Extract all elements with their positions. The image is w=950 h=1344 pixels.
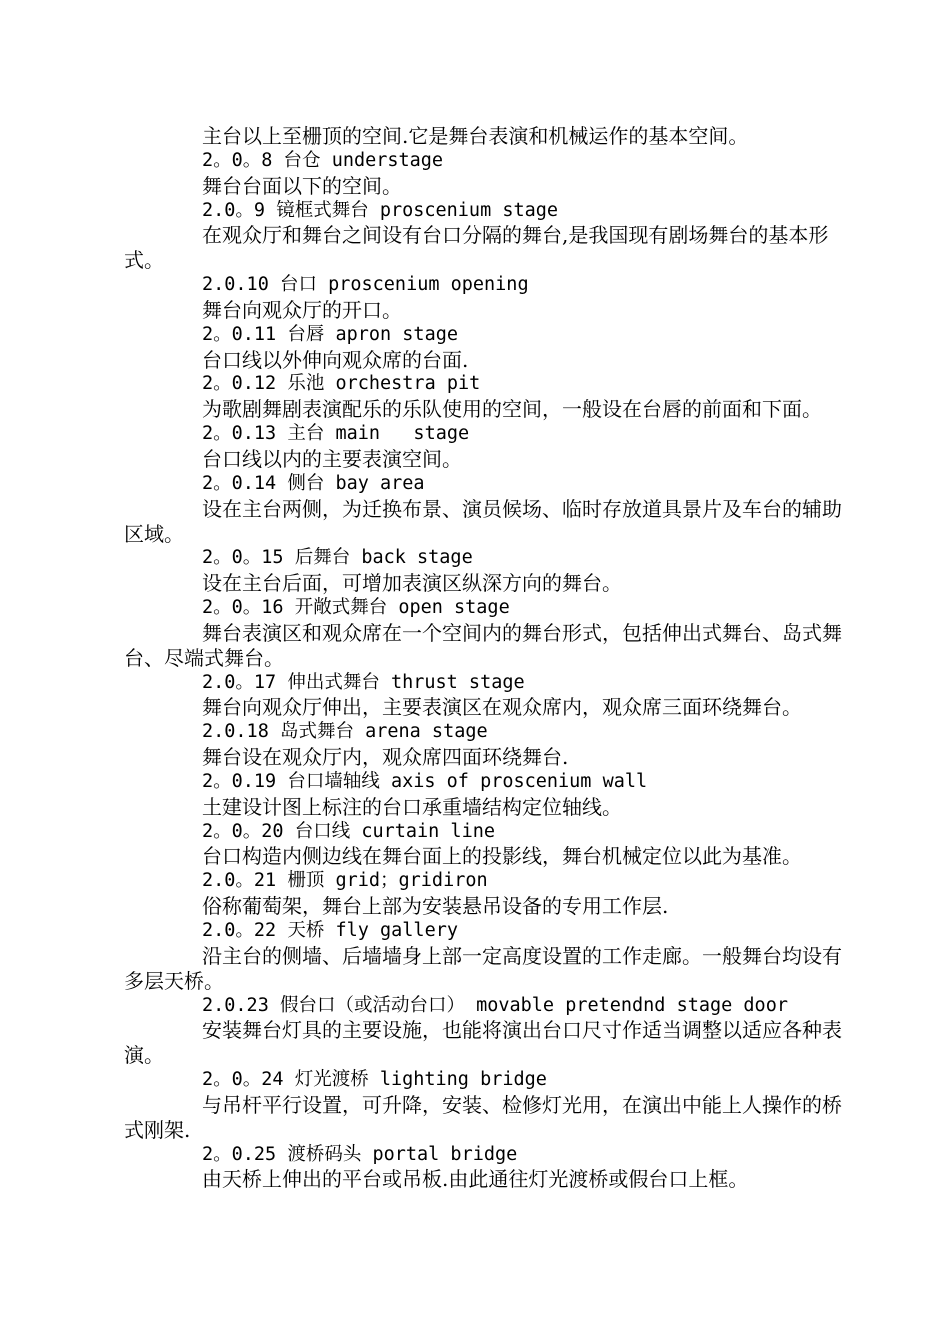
term-definition: 舞台设在观众厅内，观众席四面环绕舞台. bbox=[202, 745, 569, 770]
term-heading: 2。0。15 后舞台 back stage bbox=[202, 547, 473, 569]
term-definition: 台口构造内侧边线在舞台面上的投影线，舞台机械定位以此为基准。 bbox=[202, 844, 802, 869]
term-heading: 2。0。20 台口线 curtain line bbox=[202, 820, 495, 842]
term-heading: 2.0.10 台口 proscenium opening bbox=[202, 274, 529, 296]
term-heading: 2。0。8 台仓 understage bbox=[202, 149, 444, 171]
term-heading: 2。0.12 乐池 orchestra pit bbox=[202, 373, 481, 395]
term-definition: 台口线以内的主要表演空间。 bbox=[202, 446, 462, 471]
term-heading: 2。0.13 主台 main stage bbox=[202, 423, 470, 445]
term-heading: 2.0.23 假台口（或活动台口） movable pretendnd stage door bbox=[202, 994, 788, 1016]
term-definition: 俗称葡萄架，舞台上部为安装悬吊设备的专用工作层. bbox=[202, 894, 669, 919]
term-definition: 舞台向观众厅的开口。 bbox=[202, 297, 402, 322]
term-heading: 2.0。17 伸出式舞台 thrust stage bbox=[202, 671, 525, 693]
term-heading: 2。0.19 台口墙轴线 axis of proscenium wall bbox=[202, 770, 648, 792]
term-definition: 安装舞台灯具的主要设施，也能将演出台口尺寸作适当调整以适应各种表演。 bbox=[124, 1018, 842, 1068]
term-heading: 2。0。24 灯光渡桥 lighting bridge bbox=[202, 1069, 547, 1091]
term-heading: 2.0.18 岛式舞台 arena stage bbox=[202, 721, 488, 743]
term-definition: 由天桥上伸出的平台或吊板.由此通往灯光渡桥或假台口上框。 bbox=[202, 1167, 749, 1192]
term-definition: 土建设计图上标注的台口承重墙结构定位轴线。 bbox=[202, 794, 622, 819]
term-definition: 舞台向观众厅伸出，主要表演区在观众席内，观众席三面环绕舞台。 bbox=[202, 695, 802, 720]
term-heading: 2.0。22 天桥 fly gallery bbox=[202, 920, 458, 941]
term-heading: 2.0。21 栅顶 grid；gridiron bbox=[202, 870, 488, 892]
term-heading: 2.0。9 镜框式舞台 proscenium stage bbox=[202, 199, 559, 221]
term-definition: 设在主台后面，可增加表演区纵深方向的舞台。 bbox=[202, 571, 622, 596]
term-definition: 主台以上至栅顶的空间.它是舞台表演和机械运作的基本空间。 bbox=[202, 124, 749, 148]
term-heading: 2。0.14 侧台 bay area bbox=[202, 472, 425, 494]
term-heading: 2。0.25 渡桥码头 portal bridge bbox=[202, 1143, 518, 1165]
term-definition: 在观众厅和舞台之间设有台口分隔的舞台,是我国现有剧场舞台的基本形式。 bbox=[124, 223, 829, 273]
term-definition: 台口线以外伸向观众席的台面. bbox=[202, 347, 469, 372]
term-definition: 舞台表演区和观众席在一个空间内的舞台形式，包括伸出式舞台、岛式舞台、尽端式舞台。 bbox=[124, 620, 842, 670]
term-heading: 2。0.11 台唇 apron stage bbox=[202, 323, 458, 345]
term-definition: 与吊杆平行设置，可升降，安装、检修灯光用，在演出中能上人操作的桥式刚架. bbox=[124, 1092, 842, 1142]
term-definition: 沿主台的侧墙、后墙墙身上部一定高度设置的工作走廊。一般舞台均设有多层天桥。 bbox=[124, 943, 842, 993]
term-definition: 舞台台面以下的空间。 bbox=[202, 173, 402, 198]
term-heading: 2。0。16 开敞式舞台 open stage bbox=[202, 597, 510, 619]
term-definition: 为歌剧舞剧表演配乐的乐队使用的空间，一般设在台唇的前面和下面。 bbox=[202, 397, 822, 422]
document-page bbox=[124, 124, 854, 1192]
term-definition: 设在主台两侧，为迁换布景、演员候场、临时存放道具景片及车台的辅助区域。 bbox=[124, 496, 842, 546]
